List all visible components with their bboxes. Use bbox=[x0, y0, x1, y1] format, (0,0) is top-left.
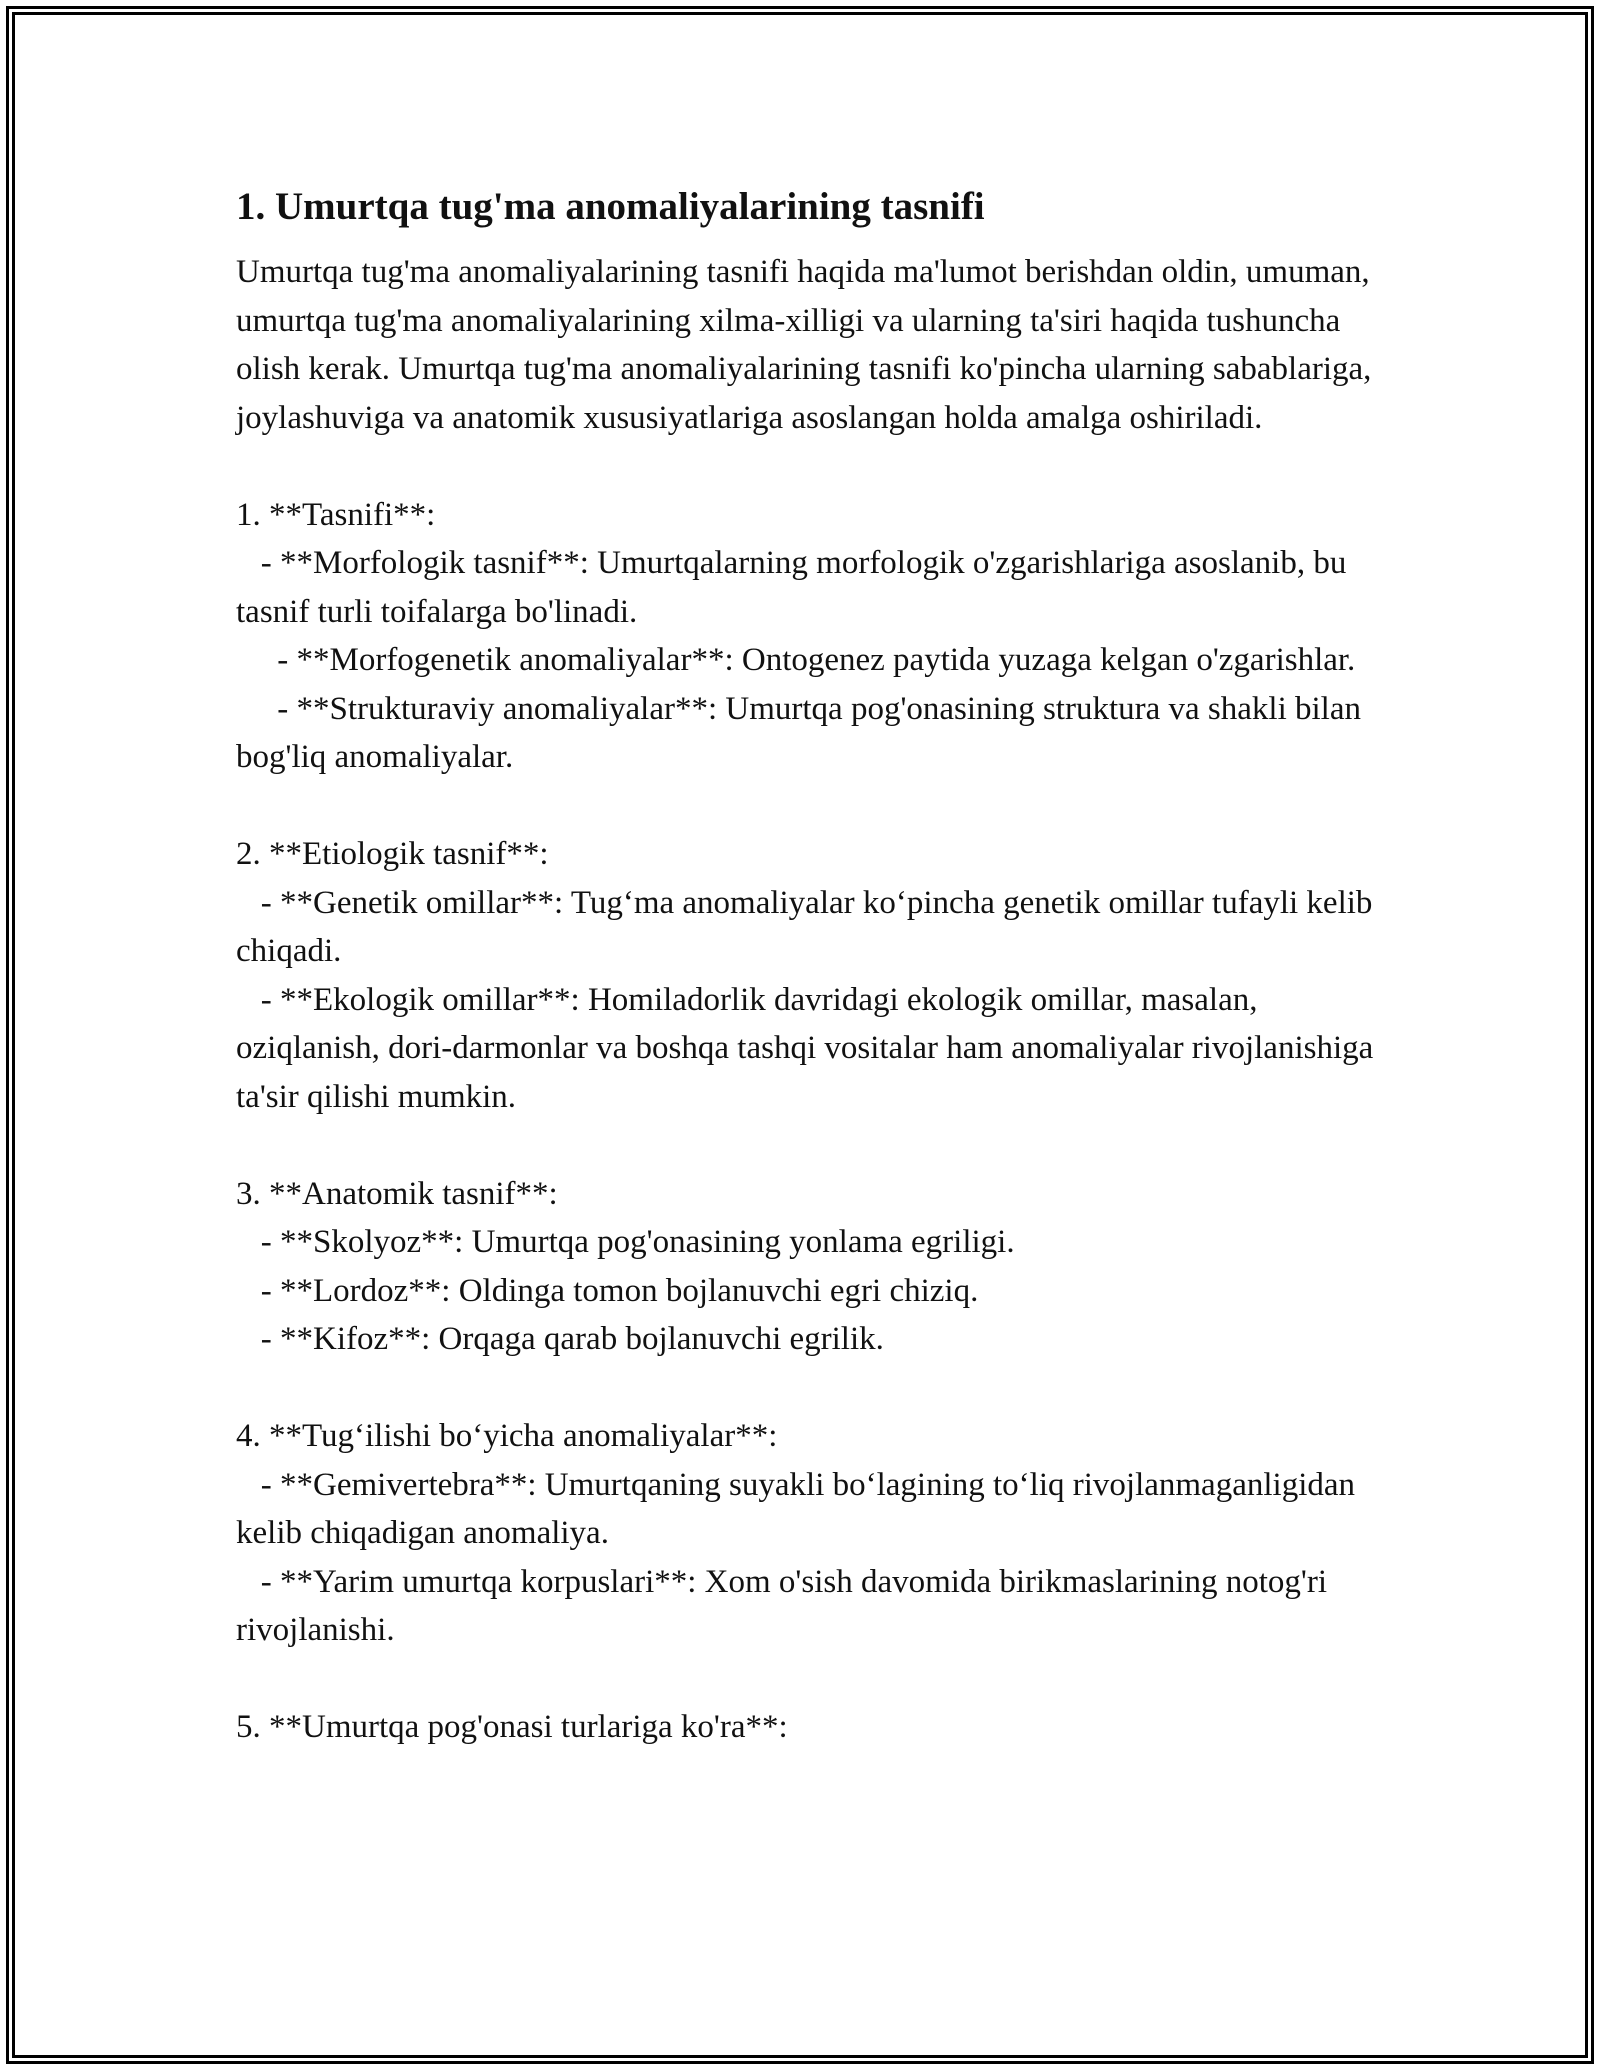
list-item: - **Morfologik tasnif**: Umurtqalarning morfologik o'zgarishlariga asoslanib, bu tasnif turli toifalarga bo'linadi. bbox=[236, 545, 1355, 630]
spacer bbox=[236, 1655, 1396, 1704]
list-item: - **Morfogenetik anomaliyalar**: Ontogenez paytida yuzaga kelgan o'zgarishlar. bbox=[236, 642, 1356, 678]
document-page bbox=[236, 184, 1396, 1752]
section-heading: 4. **Tug‘ilishi bo‘yicha anomaliyalar**: bbox=[236, 1418, 778, 1454]
list-item: - **Ekologik omillar**: Homiladorlik davridagi ekologik omillar, masalan, oziqlanish, dori-darmonlar va boshqa tashqi vositalar ham anomaliyalar rivojlanishiga ta'sir qilishi mumkin. bbox=[236, 981, 1382, 1115]
section-5 bbox=[236, 1703, 1396, 1752]
list-item: - **Yarim umurtqa korpuslari**: Xom o'sish davomida birikmaslarining notog'ri rivojlanishi. bbox=[236, 1563, 1336, 1648]
document-title: 1. Umurtqa tug'ma anomaliyalarining tasnifi bbox=[236, 185, 985, 228]
section-heading: 2. **Etiologik tasnif**: bbox=[236, 836, 549, 872]
section-heading: 5. **Umurtqa pog'onasi turlariga ko'ra**: bbox=[236, 1709, 788, 1745]
spacer bbox=[236, 442, 1396, 491]
spacer bbox=[236, 1121, 1396, 1170]
section-3 bbox=[236, 1170, 1396, 1364]
list-item: - **Strukturaviy anomaliyalar**: Umurtqa pog'onasining struktura va shakli bilan bog'liq anomaliyalar. bbox=[236, 690, 1370, 775]
intro-paragraph: Umurtqa tug'ma anomaliyalarining tasnifi haqida ma'lumot berishdan oldin, umuman, umurtqa tug'ma anomaliyalarining xilma-xilligi va ularning ta'siri haqida tushuncha olish kerak. Umurtqa tug'ma anomaliyalarining tasnifi ko'pincha ularning sabablariga, joylashuviga va anatomik xususiyatlariga asoslangan holda amalga oshiriladi. bbox=[236, 254, 1372, 436]
list-item: - **Kifoz**: Orqaga qarab bojlanuvchi egrilik. bbox=[236, 1321, 884, 1357]
spacer bbox=[236, 1364, 1396, 1413]
section-heading: 3. **Anatomik tasnif**: bbox=[236, 1175, 558, 1212]
list-item: - **Genetik omillar**: Tug‘ma anomaliyalar ko‘pincha genetik omillar tufayli kelib chiqadi. bbox=[236, 884, 1381, 969]
spacer bbox=[236, 782, 1396, 831]
list-item: - **Skolyoz**: Umurtqa pog'onasining yonlama egriligi. bbox=[236, 1224, 1015, 1260]
list-item: - **Gemivertebra**: Umurtqaning suyakli bo‘lagining to‘liq rivojlanmaganligidan kelib chiqadigan anomaliya. bbox=[236, 1466, 1364, 1551]
section-heading: 1. **Tasnifi**: bbox=[236, 496, 436, 533]
section-4 bbox=[236, 1412, 1396, 1655]
section-2 bbox=[236, 830, 1396, 1121]
section-1 bbox=[236, 491, 1396, 782]
list-item: - **Lordoz**: Oldinga tomon bojlanuvchi egri chiziq. bbox=[236, 1272, 979, 1309]
